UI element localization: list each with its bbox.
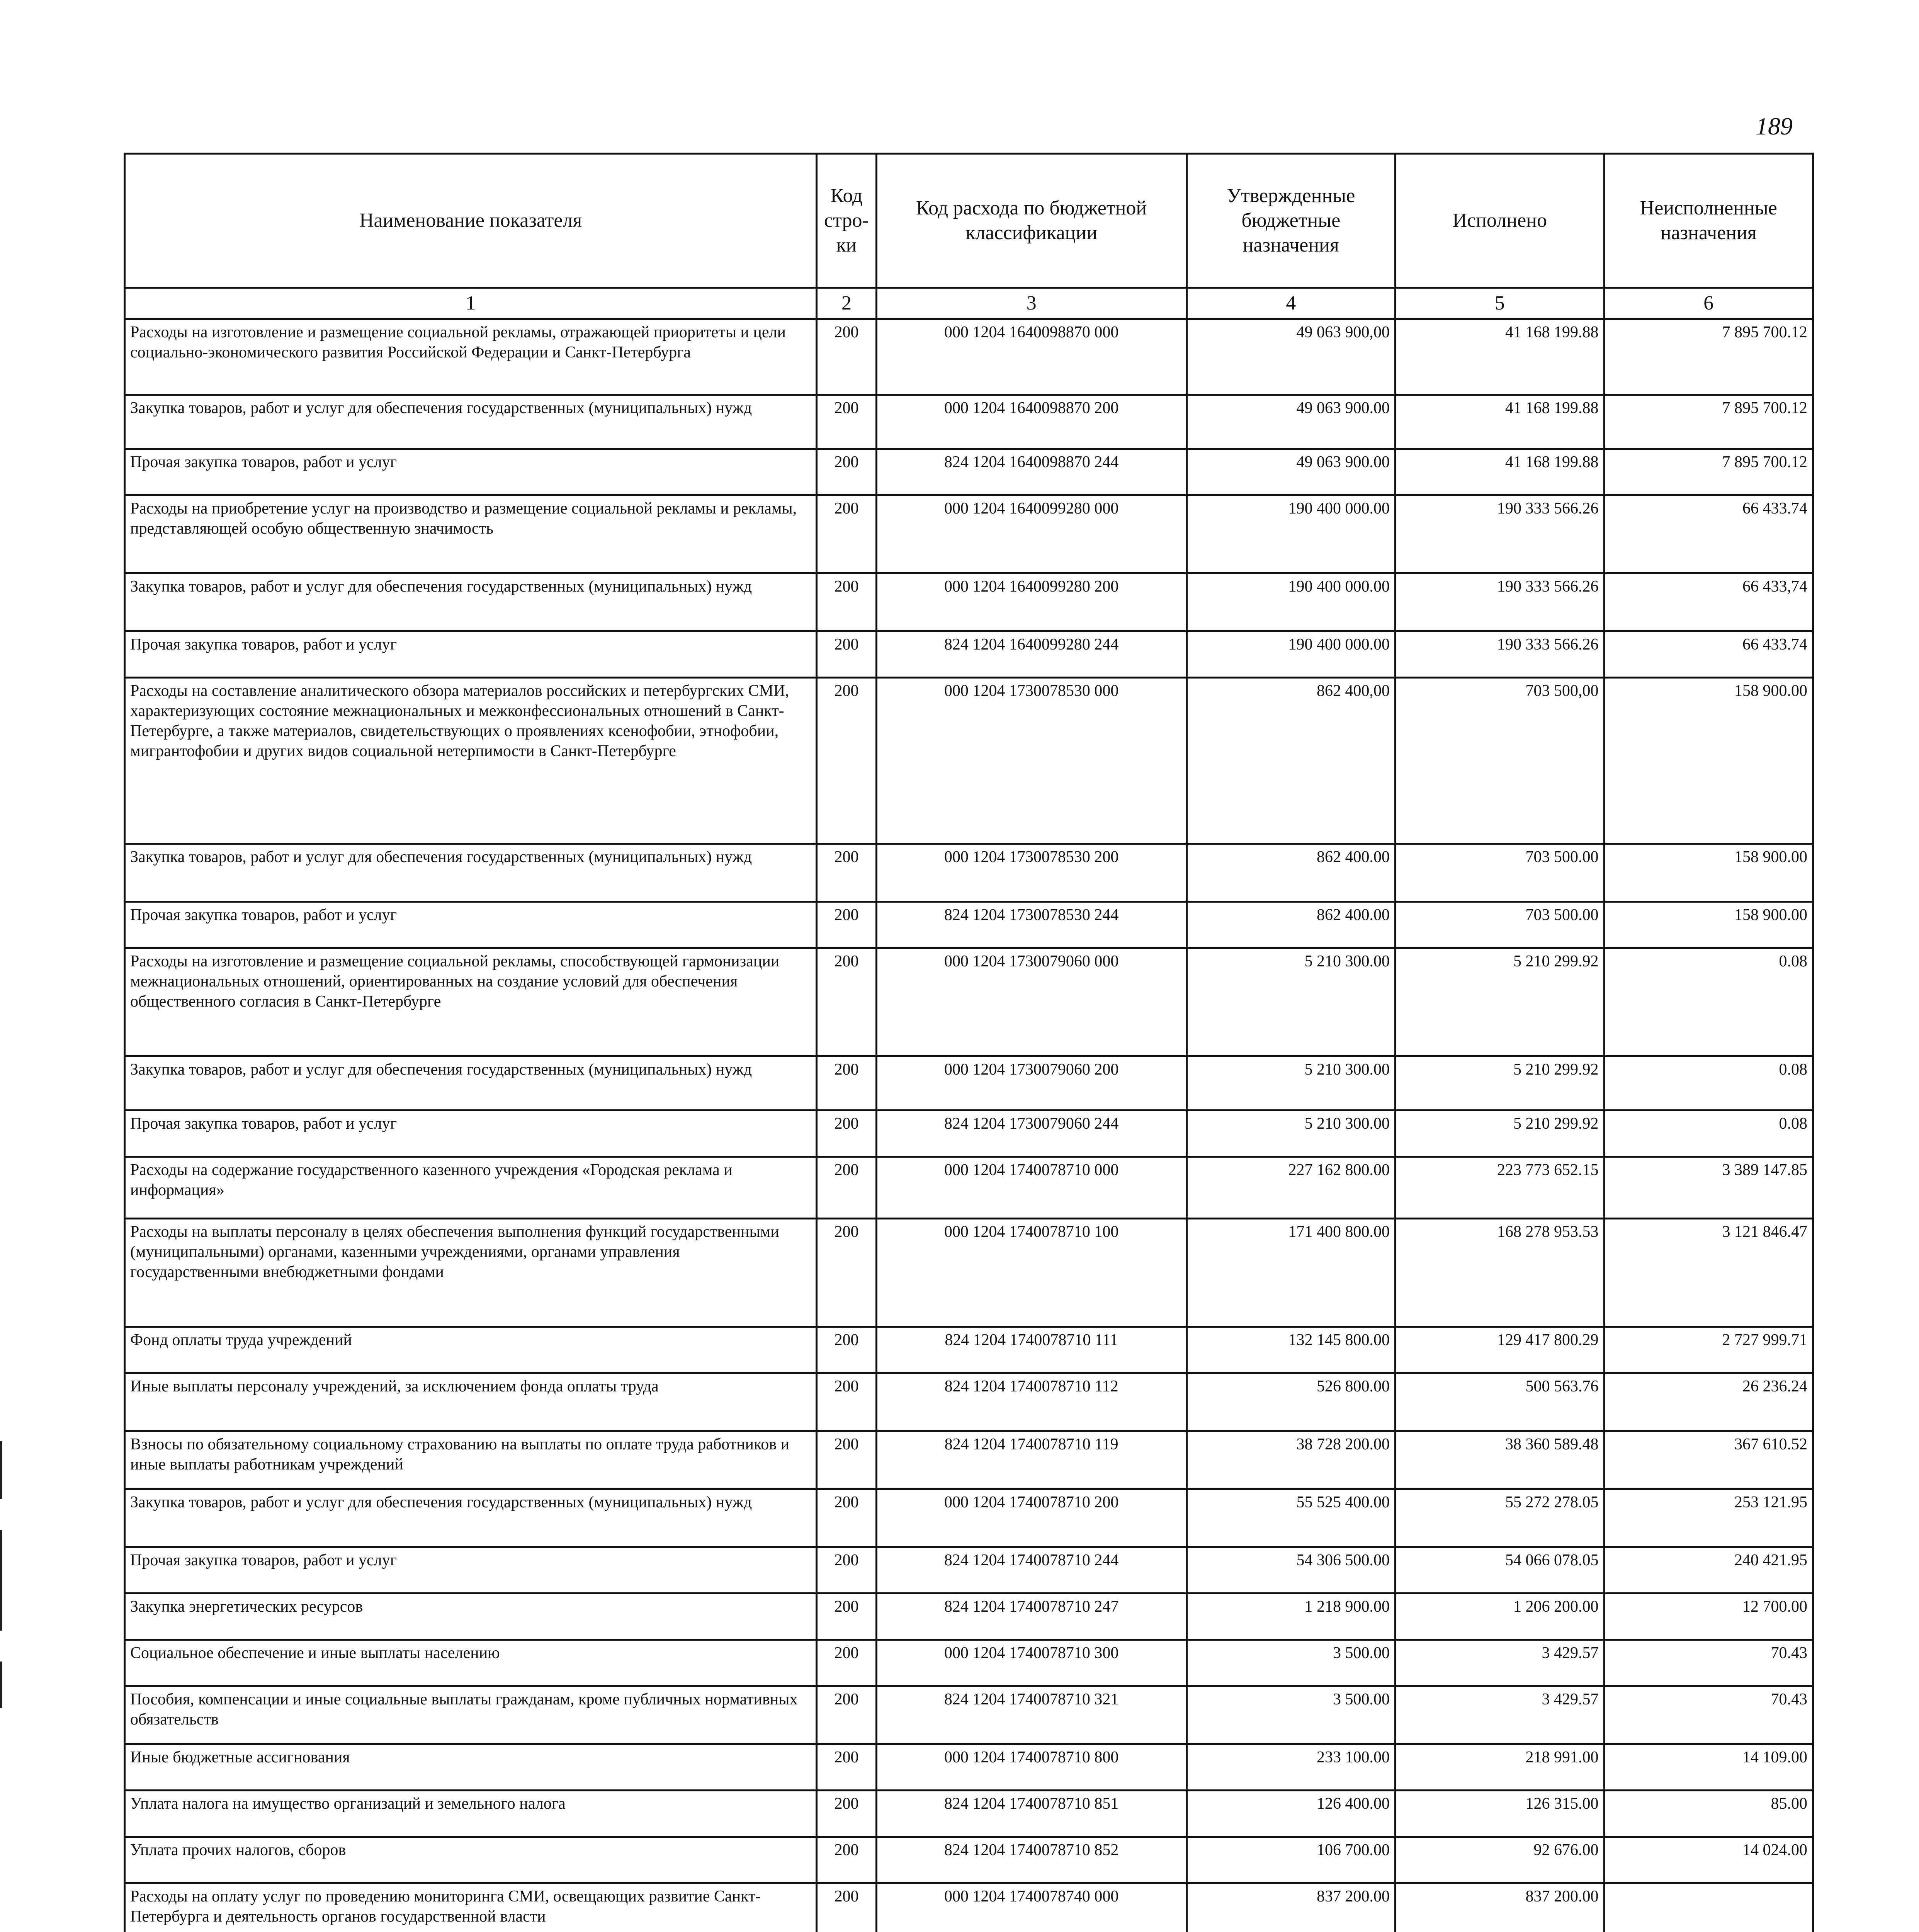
table-row bbox=[125, 1744, 1813, 1791]
table-row bbox=[125, 1791, 1813, 1837]
cell-budget-code: 824 1204 1730078530 244 bbox=[876, 902, 1186, 948]
cell-executed-amount: 5 210 299.92 bbox=[1395, 948, 1604, 1056]
cell-line-code: 200 bbox=[817, 1111, 876, 1157]
table-row bbox=[125, 1219, 1813, 1327]
cell-budget-code: 000 1204 1740078710 800 bbox=[876, 1744, 1186, 1791]
cell-approved-amount: 862 400,00 bbox=[1186, 678, 1395, 844]
cell-approved-amount: 126 400.00 bbox=[1186, 1791, 1395, 1837]
cell-executed-amount: 218 991.00 bbox=[1395, 1744, 1604, 1791]
cell-approved-amount: 227 162 800.00 bbox=[1186, 1157, 1395, 1219]
table-row bbox=[125, 1157, 1813, 1219]
table-row bbox=[125, 1056, 1813, 1111]
cell-unexecuted-amount bbox=[1604, 1883, 1813, 1932]
cell-indicator-name: Прочая закупка товаров, работ и услуг bbox=[125, 449, 817, 495]
cell-executed-amount: 168 278 953.53 bbox=[1395, 1219, 1604, 1327]
header-approved-assignments: Утвержденные бюджетные назначения bbox=[1186, 154, 1395, 288]
cell-line-code: 200 bbox=[817, 1594, 876, 1640]
cell-indicator-name: Иные выплаты персоналу учреждений, за исключением фонда оплаты труда bbox=[125, 1373, 817, 1431]
cell-unexecuted-amount: 85.00 bbox=[1604, 1791, 1813, 1837]
header-indicator-name: Наименование показателя bbox=[125, 154, 817, 288]
cell-unexecuted-amount: 26 236.24 bbox=[1604, 1373, 1813, 1431]
cell-budget-code: 000 1204 1640098870 200 bbox=[876, 395, 1186, 449]
cell-approved-amount: 5 210 300.00 bbox=[1186, 1056, 1395, 1111]
table-row bbox=[125, 495, 1813, 573]
cell-executed-amount: 38 360 589.48 bbox=[1395, 1431, 1604, 1489]
cell-executed-amount: 54 066 078.05 bbox=[1395, 1547, 1604, 1594]
cell-approved-amount: 5 210 300.00 bbox=[1186, 948, 1395, 1056]
table-row bbox=[125, 1594, 1813, 1640]
cell-executed-amount: 190 333 566.26 bbox=[1395, 495, 1604, 573]
cell-executed-amount: 5 210 299.92 bbox=[1395, 1056, 1604, 1111]
cell-approved-amount: 5 210 300.00 bbox=[1186, 1111, 1395, 1157]
cell-executed-amount: 5 210 299.92 bbox=[1395, 1111, 1604, 1157]
cell-indicator-name: Уплата прочих налогов, сборов bbox=[125, 1837, 817, 1883]
cell-approved-amount: 862 400.00 bbox=[1186, 902, 1395, 948]
cell-unexecuted-amount: 2 727 999.71 bbox=[1604, 1327, 1813, 1373]
cell-line-code: 200 bbox=[817, 902, 876, 948]
cell-executed-amount: 190 333 566.26 bbox=[1395, 573, 1604, 631]
cell-executed-amount: 41 168 199.88 bbox=[1395, 395, 1604, 449]
cell-line-code: 200 bbox=[817, 1373, 876, 1431]
cell-budget-code: 000 1204 1740078710 300 bbox=[876, 1640, 1186, 1686]
cell-line-code: 200 bbox=[817, 1791, 876, 1837]
table-column-number-row bbox=[125, 288, 1813, 319]
cell-budget-code: 824 1204 1740078710 112 bbox=[876, 1373, 1186, 1431]
cell-unexecuted-amount: 0.08 bbox=[1604, 1111, 1813, 1157]
cell-unexecuted-amount: 66 433,74 bbox=[1604, 573, 1813, 631]
table-row bbox=[125, 844, 1813, 902]
cell-line-code: 200 bbox=[817, 844, 876, 902]
column-number: 4 bbox=[1186, 288, 1395, 319]
table-row bbox=[125, 449, 1813, 495]
table-row bbox=[125, 1431, 1813, 1489]
cell-approved-amount: 190 400 000.00 bbox=[1186, 495, 1395, 573]
cell-approved-amount: 190 400 000.00 bbox=[1186, 631, 1395, 678]
cell-indicator-name: Расходы на изготовление и размещение социальной рекламы, способствующей гармонизации межнациональных отношений, ориентированных на создание условий для обеспечения общественного согласия в Санкт-Петербурге bbox=[125, 948, 817, 1056]
column-number: 5 bbox=[1395, 288, 1604, 319]
column-number: 3 bbox=[876, 288, 1186, 319]
cell-indicator-name: Закупка товаров, работ и услуг для обеспечения государственных (муниципальных) нужд bbox=[125, 1489, 817, 1547]
cell-unexecuted-amount: 0.08 bbox=[1604, 1056, 1813, 1111]
column-number: 2 bbox=[817, 288, 876, 319]
cell-executed-amount: 703 500.00 bbox=[1395, 844, 1604, 902]
cell-line-code: 200 bbox=[817, 1219, 876, 1327]
cell-executed-amount: 126 315.00 bbox=[1395, 1791, 1604, 1837]
cell-indicator-name: Закупка энергетических ресурсов bbox=[125, 1594, 817, 1640]
cell-indicator-name: Прочая закупка товаров, работ и услуг bbox=[125, 1111, 817, 1157]
header-line-code: Код стро-ки bbox=[817, 154, 876, 288]
cell-budget-code: 824 1204 1640099280 244 bbox=[876, 631, 1186, 678]
cell-budget-code: 824 1204 1730079060 244 bbox=[876, 1111, 1186, 1157]
cell-indicator-name: Расходы на выплаты персоналу в целях обеспечения выполнения функций государственными (муниципальными) органами, казенными учреждениями, органами управления государственными внебюджетными фондами bbox=[125, 1219, 817, 1327]
cell-unexecuted-amount: 367 610.52 bbox=[1604, 1431, 1813, 1489]
page-number: 189 bbox=[1756, 112, 1793, 140]
cell-approved-amount: 1 218 900.00 bbox=[1186, 1594, 1395, 1640]
cell-line-code: 200 bbox=[817, 948, 876, 1056]
table-row bbox=[125, 1489, 1813, 1547]
cell-executed-amount: 41 168 199.88 bbox=[1395, 319, 1604, 395]
cell-indicator-name: Прочая закупка товаров, работ и услуг bbox=[125, 631, 817, 678]
cell-line-code: 200 bbox=[817, 1489, 876, 1547]
cell-line-code: 200 bbox=[817, 1883, 876, 1932]
cell-unexecuted-amount: 158 900.00 bbox=[1604, 902, 1813, 948]
cell-executed-amount: 223 773 652.15 bbox=[1395, 1157, 1604, 1219]
table-header-row bbox=[125, 154, 1813, 288]
cell-budget-code: 000 1204 1740078710 000 bbox=[876, 1157, 1186, 1219]
cell-line-code: 200 bbox=[817, 573, 876, 631]
cell-budget-code: 824 1204 1740078710 247 bbox=[876, 1594, 1186, 1640]
table-row bbox=[125, 573, 1813, 631]
table-body bbox=[125, 319, 1813, 1932]
cell-budget-code: 000 1204 1640099280 200 bbox=[876, 573, 1186, 631]
cell-indicator-name: Закупка товаров, работ и услуг для обеспечения государственных (муниципальных) нужд bbox=[125, 573, 817, 631]
cell-unexecuted-amount: 158 900.00 bbox=[1604, 678, 1813, 844]
margin-mark bbox=[0, 1441, 2, 1499]
cell-indicator-name: Расходы на оплату услуг по проведению мониторинга СМИ, освещающих развитие Санкт-Петербурга и деятельность органов государственной власти bbox=[125, 1883, 817, 1932]
cell-unexecuted-amount: 70.43 bbox=[1604, 1686, 1813, 1744]
cell-line-code: 200 bbox=[817, 495, 876, 573]
table-row bbox=[125, 1837, 1813, 1883]
cell-line-code: 200 bbox=[817, 449, 876, 495]
cell-budget-code: 824 1204 1740078710 244 bbox=[876, 1547, 1186, 1594]
cell-line-code: 200 bbox=[817, 1056, 876, 1111]
cell-approved-amount: 837 200.00 bbox=[1186, 1883, 1395, 1932]
cell-unexecuted-amount: 0.08 bbox=[1604, 948, 1813, 1056]
cell-unexecuted-amount: 66 433.74 bbox=[1604, 631, 1813, 678]
cell-approved-amount: 49 063 900.00 bbox=[1186, 449, 1395, 495]
cell-unexecuted-amount: 158 900.00 bbox=[1604, 844, 1813, 902]
cell-indicator-name: Закупка товаров, работ и услуг для обеспечения государственных (муниципальных) нужд bbox=[125, 1056, 817, 1111]
table-row bbox=[125, 395, 1813, 449]
cell-approved-amount: 3 500.00 bbox=[1186, 1640, 1395, 1686]
table-row bbox=[125, 1373, 1813, 1431]
cell-approved-amount: 862 400.00 bbox=[1186, 844, 1395, 902]
cell-indicator-name: Иные бюджетные ассигнования bbox=[125, 1744, 817, 1791]
table-row bbox=[125, 902, 1813, 948]
cell-approved-amount: 54 306 500.00 bbox=[1186, 1547, 1395, 1594]
cell-line-code: 200 bbox=[817, 395, 876, 449]
cell-executed-amount: 92 676.00 bbox=[1395, 1837, 1604, 1883]
cell-indicator-name: Фонд оплаты труда учреждений bbox=[125, 1327, 817, 1373]
cell-executed-amount: 190 333 566.26 bbox=[1395, 631, 1604, 678]
cell-executed-amount: 703 500,00 bbox=[1395, 678, 1604, 844]
cell-indicator-name: Взносы по обязательному социальному страхованию на выплаты по оплате труда работников и иные выплаты работникам учреждений bbox=[125, 1431, 817, 1489]
cell-budget-code: 000 1204 1740078710 200 bbox=[876, 1489, 1186, 1547]
cell-budget-code: 000 1204 1740078740 000 bbox=[876, 1883, 1186, 1932]
cell-approved-amount: 233 100.00 bbox=[1186, 1744, 1395, 1791]
cell-line-code: 200 bbox=[817, 1837, 876, 1883]
cell-budget-code: 824 1204 1740078710 852 bbox=[876, 1837, 1186, 1883]
cell-budget-code: 824 1204 1740078710 321 bbox=[876, 1686, 1186, 1744]
cell-line-code: 200 bbox=[817, 678, 876, 844]
cell-unexecuted-amount: 12 700.00 bbox=[1604, 1594, 1813, 1640]
cell-budget-code: 824 1204 1740078710 119 bbox=[876, 1431, 1186, 1489]
cell-budget-code: 824 1204 1640098870 244 bbox=[876, 449, 1186, 495]
table-row bbox=[125, 319, 1813, 395]
margin-mark bbox=[0, 1530, 2, 1631]
cell-line-code: 200 bbox=[817, 319, 876, 395]
cell-unexecuted-amount: 70.43 bbox=[1604, 1640, 1813, 1686]
cell-indicator-name: Прочая закупка товаров, работ и услуг bbox=[125, 902, 817, 948]
cell-unexecuted-amount: 14 109.00 bbox=[1604, 1744, 1813, 1791]
cell-unexecuted-amount: 14 024.00 bbox=[1604, 1837, 1813, 1883]
cell-unexecuted-amount: 3 121 846.47 bbox=[1604, 1219, 1813, 1327]
cell-approved-amount: 132 145 800.00 bbox=[1186, 1327, 1395, 1373]
budget-execution-table bbox=[124, 153, 1814, 1932]
cell-budget-code: 000 1204 1730079060 200 bbox=[876, 1056, 1186, 1111]
cell-line-code: 200 bbox=[817, 1744, 876, 1791]
cell-indicator-name: Прочая закупка товаров, работ и услуг bbox=[125, 1547, 817, 1594]
cell-budget-code: 000 1204 1640099280 000 bbox=[876, 495, 1186, 573]
cell-budget-code: 000 1204 1730078530 000 bbox=[876, 678, 1186, 844]
cell-executed-amount: 3 429.57 bbox=[1395, 1640, 1604, 1686]
cell-budget-code: 824 1204 1740078710 111 bbox=[876, 1327, 1186, 1373]
cell-budget-code: 000 1204 1740078710 100 bbox=[876, 1219, 1186, 1327]
cell-approved-amount: 55 525 400.00 bbox=[1186, 1489, 1395, 1547]
cell-indicator-name: Закупка товаров, работ и услуг для обеспечения государственных (муниципальных) нужд bbox=[125, 395, 817, 449]
cell-indicator-name: Пособия, компенсации и иные социальные выплаты гражданам, кроме публичных нормативных обязательств bbox=[125, 1686, 817, 1744]
cell-unexecuted-amount: 66 433.74 bbox=[1604, 495, 1813, 573]
cell-line-code: 200 bbox=[817, 1157, 876, 1219]
cell-budget-code: 000 1204 1730079060 000 bbox=[876, 948, 1186, 1056]
table-row bbox=[125, 1547, 1813, 1594]
cell-line-code: 200 bbox=[817, 1640, 876, 1686]
cell-indicator-name: Расходы на составление аналитического обзора материалов российских и петербургских СМИ, характеризующих состояние межнациональных и межконфессиональных отношений в Санкт-Петербурге, а также материалов, свидетельствующих о проявлениях ксенофобии, этнофобии, мигрантофобии и других видов социальной нетерпимости в Санкт-Петербурге bbox=[125, 678, 817, 844]
cell-unexecuted-amount: 7 895 700.12 bbox=[1604, 449, 1813, 495]
cell-indicator-name: Расходы на содержание государственного казенного учреждения «Городская реклама и информация» bbox=[125, 1157, 817, 1219]
cell-line-code: 200 bbox=[817, 1686, 876, 1744]
cell-budget-code: 824 1204 1740078710 851 bbox=[876, 1791, 1186, 1837]
table-row bbox=[125, 631, 1813, 678]
cell-executed-amount: 3 429.57 bbox=[1395, 1686, 1604, 1744]
cell-line-code: 200 bbox=[817, 1327, 876, 1373]
table-row bbox=[125, 1640, 1813, 1686]
cell-unexecuted-amount: 3 389 147.85 bbox=[1604, 1157, 1813, 1219]
cell-executed-amount: 129 417 800.29 bbox=[1395, 1327, 1604, 1373]
cell-approved-amount: 3 500.00 bbox=[1186, 1686, 1395, 1744]
table-row bbox=[125, 1883, 1813, 1932]
cell-executed-amount: 1 206 200.00 bbox=[1395, 1594, 1604, 1640]
table-row bbox=[125, 678, 1813, 844]
cell-executed-amount: 41 168 199.88 bbox=[1395, 449, 1604, 495]
cell-unexecuted-amount: 7 895 700.12 bbox=[1604, 319, 1813, 395]
cell-indicator-name: Социальное обеспечение и иные выплаты населению bbox=[125, 1640, 817, 1686]
column-number: 1 bbox=[125, 288, 817, 319]
cell-approved-amount: 38 728 200.00 bbox=[1186, 1431, 1395, 1489]
cell-budget-code: 000 1204 1730078530 200 bbox=[876, 844, 1186, 902]
column-number: 6 bbox=[1604, 288, 1813, 319]
cell-indicator-name: Закупка товаров, работ и услуг для обеспечения государственных (муниципальных) нужд bbox=[125, 844, 817, 902]
cell-approved-amount: 49 063 900,00 bbox=[1186, 319, 1395, 395]
cell-indicator-name: Расходы на изготовление и размещение социальной рекламы, отражающей приоритеты и цели социально-экономического развития Российской Федерации и Санкт-Петербурга bbox=[125, 319, 817, 395]
cell-approved-amount: 49 063 900.00 bbox=[1186, 395, 1395, 449]
cell-approved-amount: 526 800.00 bbox=[1186, 1373, 1395, 1431]
cell-approved-amount: 190 400 000.00 bbox=[1186, 573, 1395, 631]
header-unexecuted-assignments: Неисполненные назначения bbox=[1604, 154, 1813, 288]
cell-unexecuted-amount: 240 421.95 bbox=[1604, 1547, 1813, 1594]
cell-approved-amount: 171 400 800.00 bbox=[1186, 1219, 1395, 1327]
cell-line-code: 200 bbox=[817, 1547, 876, 1594]
cell-indicator-name: Уплата налога на имущество организаций и земельного налога bbox=[125, 1791, 817, 1837]
table-row bbox=[125, 1111, 1813, 1157]
cell-line-code: 200 bbox=[817, 631, 876, 678]
header-budget-classification-code: Код расхода по бюджетной классификации bbox=[876, 154, 1186, 288]
cell-executed-amount: 837 200.00 bbox=[1395, 1883, 1604, 1932]
cell-unexecuted-amount: 7 895 700.12 bbox=[1604, 395, 1813, 449]
header-executed: Исполнено bbox=[1395, 154, 1604, 288]
cell-line-code: 200 bbox=[817, 1431, 876, 1489]
cell-executed-amount: 703 500.00 bbox=[1395, 902, 1604, 948]
cell-budget-code: 000 1204 1640098870 000 bbox=[876, 319, 1186, 395]
cell-indicator-name: Расходы на приобретение услуг на производство и размещение социальной рекламы и рекламы, представляющей особую общественную значимость bbox=[125, 495, 817, 573]
cell-unexecuted-amount: 253 121.95 bbox=[1604, 1489, 1813, 1547]
cell-executed-amount: 500 563.76 bbox=[1395, 1373, 1604, 1431]
table-row bbox=[125, 948, 1813, 1056]
cell-executed-amount: 55 272 278.05 bbox=[1395, 1489, 1604, 1547]
margin-mark bbox=[0, 1662, 2, 1708]
cell-approved-amount: 106 700.00 bbox=[1186, 1837, 1395, 1883]
table-row bbox=[125, 1686, 1813, 1744]
table-row bbox=[125, 1327, 1813, 1373]
